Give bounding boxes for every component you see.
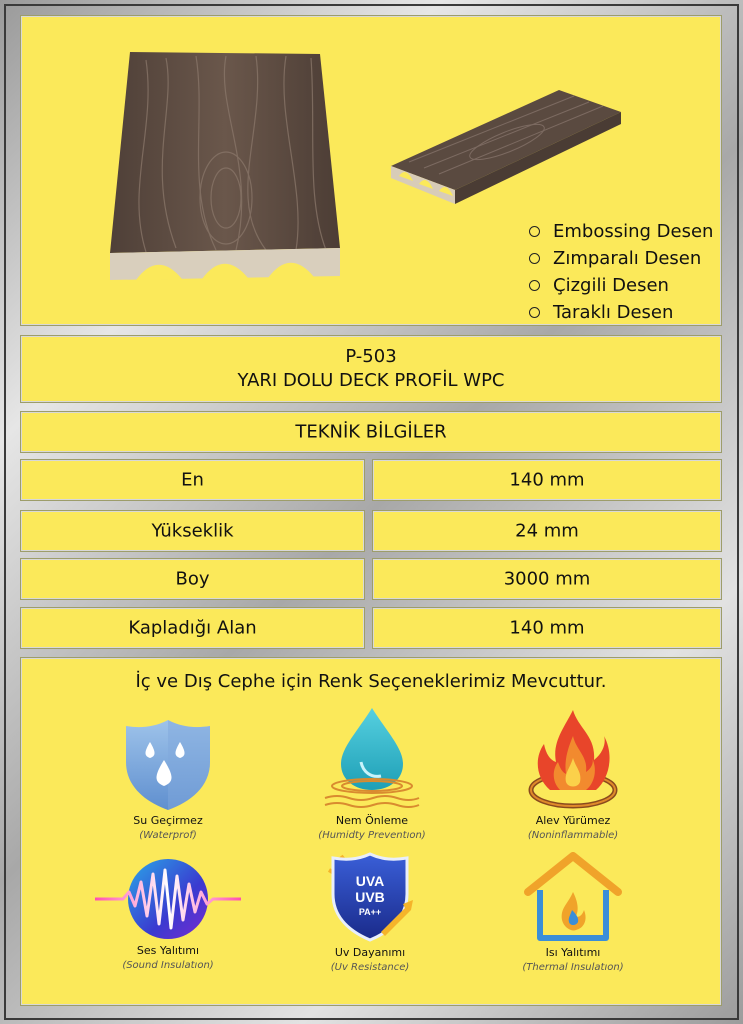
pattern-list-item	[523, 218, 713, 245]
bullet-circle-icon	[529, 226, 540, 237]
deck-board-large-image	[106, 48, 352, 288]
feature-sublabel: (Humidty Preventıon)	[318, 830, 426, 841]
product-name: YARI DOLU DECK PROFİL WPC	[237, 370, 505, 391]
feature-label: Isı Yalıtımı	[545, 946, 601, 959]
house-flame-icon	[518, 852, 628, 944]
spec-value-cell	[372, 459, 722, 501]
feature-waterproof	[83, 712, 253, 841]
feature-label: Ses Yalıtımı	[136, 944, 200, 957]
feature-thermal-insulation	[488, 852, 658, 973]
feature-label: Uv Dayanımı	[334, 946, 406, 959]
pattern-list	[523, 218, 713, 326]
spec-value: 140 mm	[509, 469, 585, 491]
feature-sound-insulation	[83, 856, 253, 971]
deck-board-small-image	[389, 86, 629, 216]
svg-text:UVA: UVA	[355, 873, 385, 889]
sound-wave-icon	[93, 856, 243, 942]
product-image-panel	[20, 15, 722, 326]
feature-noninflammable	[488, 706, 658, 841]
spec-label-cell	[20, 459, 365, 501]
spec-label: Kapladığı Alan	[128, 617, 257, 639]
feature-sublabel: (Uv Resistance)	[330, 962, 410, 973]
feature-humidity	[287, 706, 457, 841]
feature-sublabel: (Noninflammable)	[527, 830, 619, 841]
spec-title-panel	[20, 411, 722, 453]
spec-value: 140 mm	[509, 617, 585, 639]
bullet-circle-icon	[529, 307, 540, 318]
spec-value-cell	[372, 510, 722, 552]
spec-label-cell	[20, 510, 365, 552]
spec-label-cell	[20, 558, 365, 600]
svg-text:PA++: PA++	[358, 907, 382, 917]
humidity-drop-icon	[317, 706, 427, 812]
features-panel	[20, 657, 722, 1006]
pattern-label: Taraklı Desen	[553, 302, 674, 323]
feature-sublabel: (Waterprof)	[139, 830, 197, 841]
spec-title: TEKNİK BİLGİLER	[295, 421, 447, 443]
svg-text:UVB: UVB	[355, 889, 385, 905]
spec-value: 24 mm	[515, 520, 579, 542]
spec-label: En	[181, 469, 204, 491]
pattern-list-item	[523, 245, 713, 272]
pattern-list-item	[523, 299, 713, 326]
feature-uv-resistance	[285, 848, 455, 973]
feature-sublabel: (Sound Insulatıon)	[122, 960, 214, 971]
pattern-list-item	[523, 272, 713, 299]
spec-label: Yükseklik	[151, 520, 234, 542]
bullet-circle-icon	[529, 253, 540, 264]
features-headline: İç ve Dış Cephe için Renk Seçeneklerimiz Mevcuttur.	[135, 671, 607, 692]
feature-label: Su Geçirmez	[133, 814, 203, 827]
spec-value-cell	[372, 607, 722, 649]
pattern-label: Zımparalı Desen	[553, 248, 702, 269]
spec-value-cell	[372, 558, 722, 600]
feature-label: Alev Yürümez	[535, 814, 611, 827]
spec-label: Boy	[175, 568, 210, 590]
pattern-label: Çizgili Desen	[553, 275, 669, 296]
product-title-panel	[20, 335, 722, 403]
spec-value: 3000 mm	[503, 568, 591, 590]
feature-label: Nem Önleme	[335, 814, 409, 827]
uv-shield-icon	[315, 848, 425, 944]
waterproof-shield-icon	[118, 712, 218, 812]
flame-icon	[518, 706, 628, 812]
product-code: P-503	[345, 346, 397, 367]
pattern-label: Embossing Desen	[553, 221, 714, 242]
spec-label-cell	[20, 607, 365, 649]
feature-sublabel: (Thermal Insulatıon)	[522, 962, 624, 973]
bullet-circle-icon	[529, 280, 540, 291]
